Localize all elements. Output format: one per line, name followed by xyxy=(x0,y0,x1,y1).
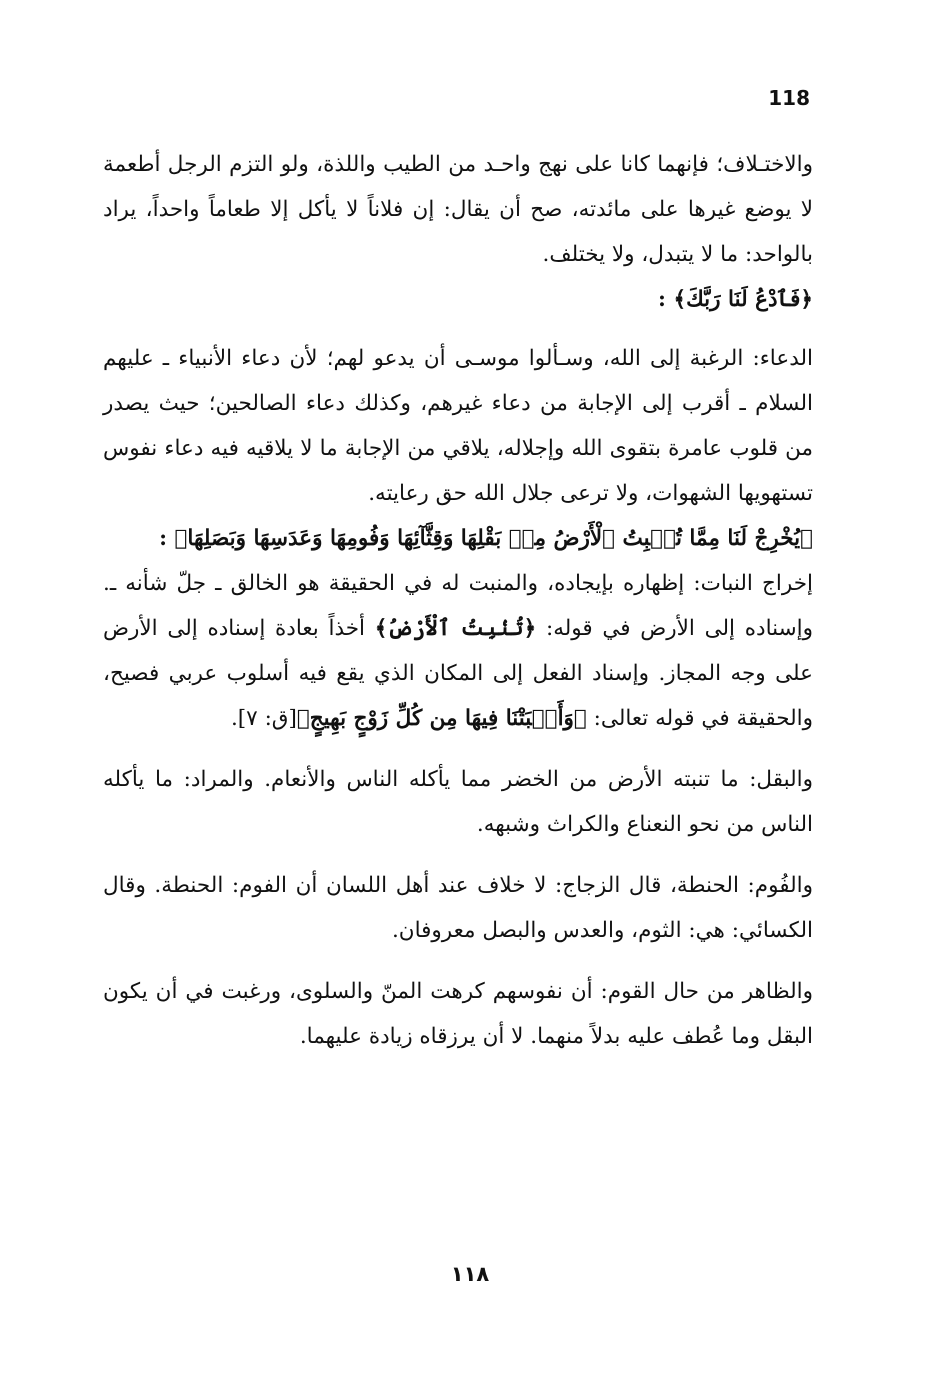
verse-heading-2 xyxy=(103,516,813,561)
page-number-top: 118 xyxy=(768,86,810,110)
heading-colon: : xyxy=(159,526,175,551)
paragraph-1: والاختـلاف؛ فإنهما كانا على نهج واحـد من الطيب واللذة، ولو التزم الرجل أطعمة لا يوضع غيرها على مائدته، صح أن يقال: إن فلاناً لا يأكل إلا طعاماً واحداً، يراد بالواحد: ما لا يتبدل، ولا يختلف. xyxy=(103,152,813,267)
paragraph-5: والفُوم: الحنطة، قال الزجاج: لا خلاف عند أهل اللسان أن الفوم: الحنطة. وقال الكسائي: هي: الثوم، والعدس والبصل معروفان. xyxy=(103,873,813,943)
paragraph-3 xyxy=(103,561,813,741)
paragraph-3-part-b: أخذاً بعادة إسناده إلى الأرض على وجه المجاز. وإسناد الفعل إلى المكان الذي يقع فيه أسلوب عربي فصيح، والحقيقة في قوله تعالى: xyxy=(103,616,813,731)
page-number-bottom: ١١٨ xyxy=(450,1262,490,1286)
verse-text: ﴿فَٱدْعُ لَنَا رَبَّكَ﴾ xyxy=(673,287,813,312)
verse-citation: [ق: ٧]. xyxy=(230,706,297,731)
paragraph-3-part-a: إخراج النبات: إظهاره بإيجاده، والمنبت له في الحقيقة هو الخالق ـ جلّ شأنه ـ. وإسناده إلى الأرض في قوله: xyxy=(103,571,813,641)
paragraph-2: الدعاء: الرغبة إلى الله، وسـألوا موسـى أن يدعو لهم؛ لأن دعاء الأنبياء ـ عليهم السلام ـ أقرب إلى الإجابة من دعاء غيرهم، وكذلك دعاء الصالحين؛ حيث يصدر من قلوب عامرة بتقوى الله وإجلاله، يلاقي من الإجابة ما لا يلاقيه فيه دعاء نفوس تستهويها الشهوات، ولا ترعى جلال الله حق رعايته. xyxy=(103,346,813,506)
verse-heading-1 xyxy=(103,277,813,322)
inline-verse-2: ﴿وَأَنۢبَتْنَا فِيهَا مِن كُلِّ زَوْجٍ بَهِيجٍ﴾ xyxy=(296,706,587,731)
page-body xyxy=(103,142,813,1059)
inline-verse-1: ﴿تُنۢبِتُ ٱلْأَرْضُ﴾ xyxy=(374,616,537,641)
heading-colon: : xyxy=(658,287,674,312)
paragraph-4: والبقل: ما تنبته الأرض من الخضر مما يأكله الناس والأنعام. والمراد: ما يأكله الناس من نحو النعناع والكراث وشبهه. xyxy=(103,767,813,837)
verse-text: ﴿يُخْرِجْ لَنَا مِمَّا تُنۢبِتُ ٱلْأَرْضُ مِنۢ بَقْلِهَا وَقِثَّآئِهَا وَفُومِهَا وَعَدَسِهَا وَبَصَلِهَا﴾ xyxy=(174,526,813,551)
paragraph-6: والظاهر من حال القوم: أن نفوسهم كرهت المنّ والسلوى، ورغبت في أن يكون البقل وما عُطف عليه بدلاً منهما. لا أن يرزقاه زيادة عليهما. xyxy=(103,979,813,1049)
